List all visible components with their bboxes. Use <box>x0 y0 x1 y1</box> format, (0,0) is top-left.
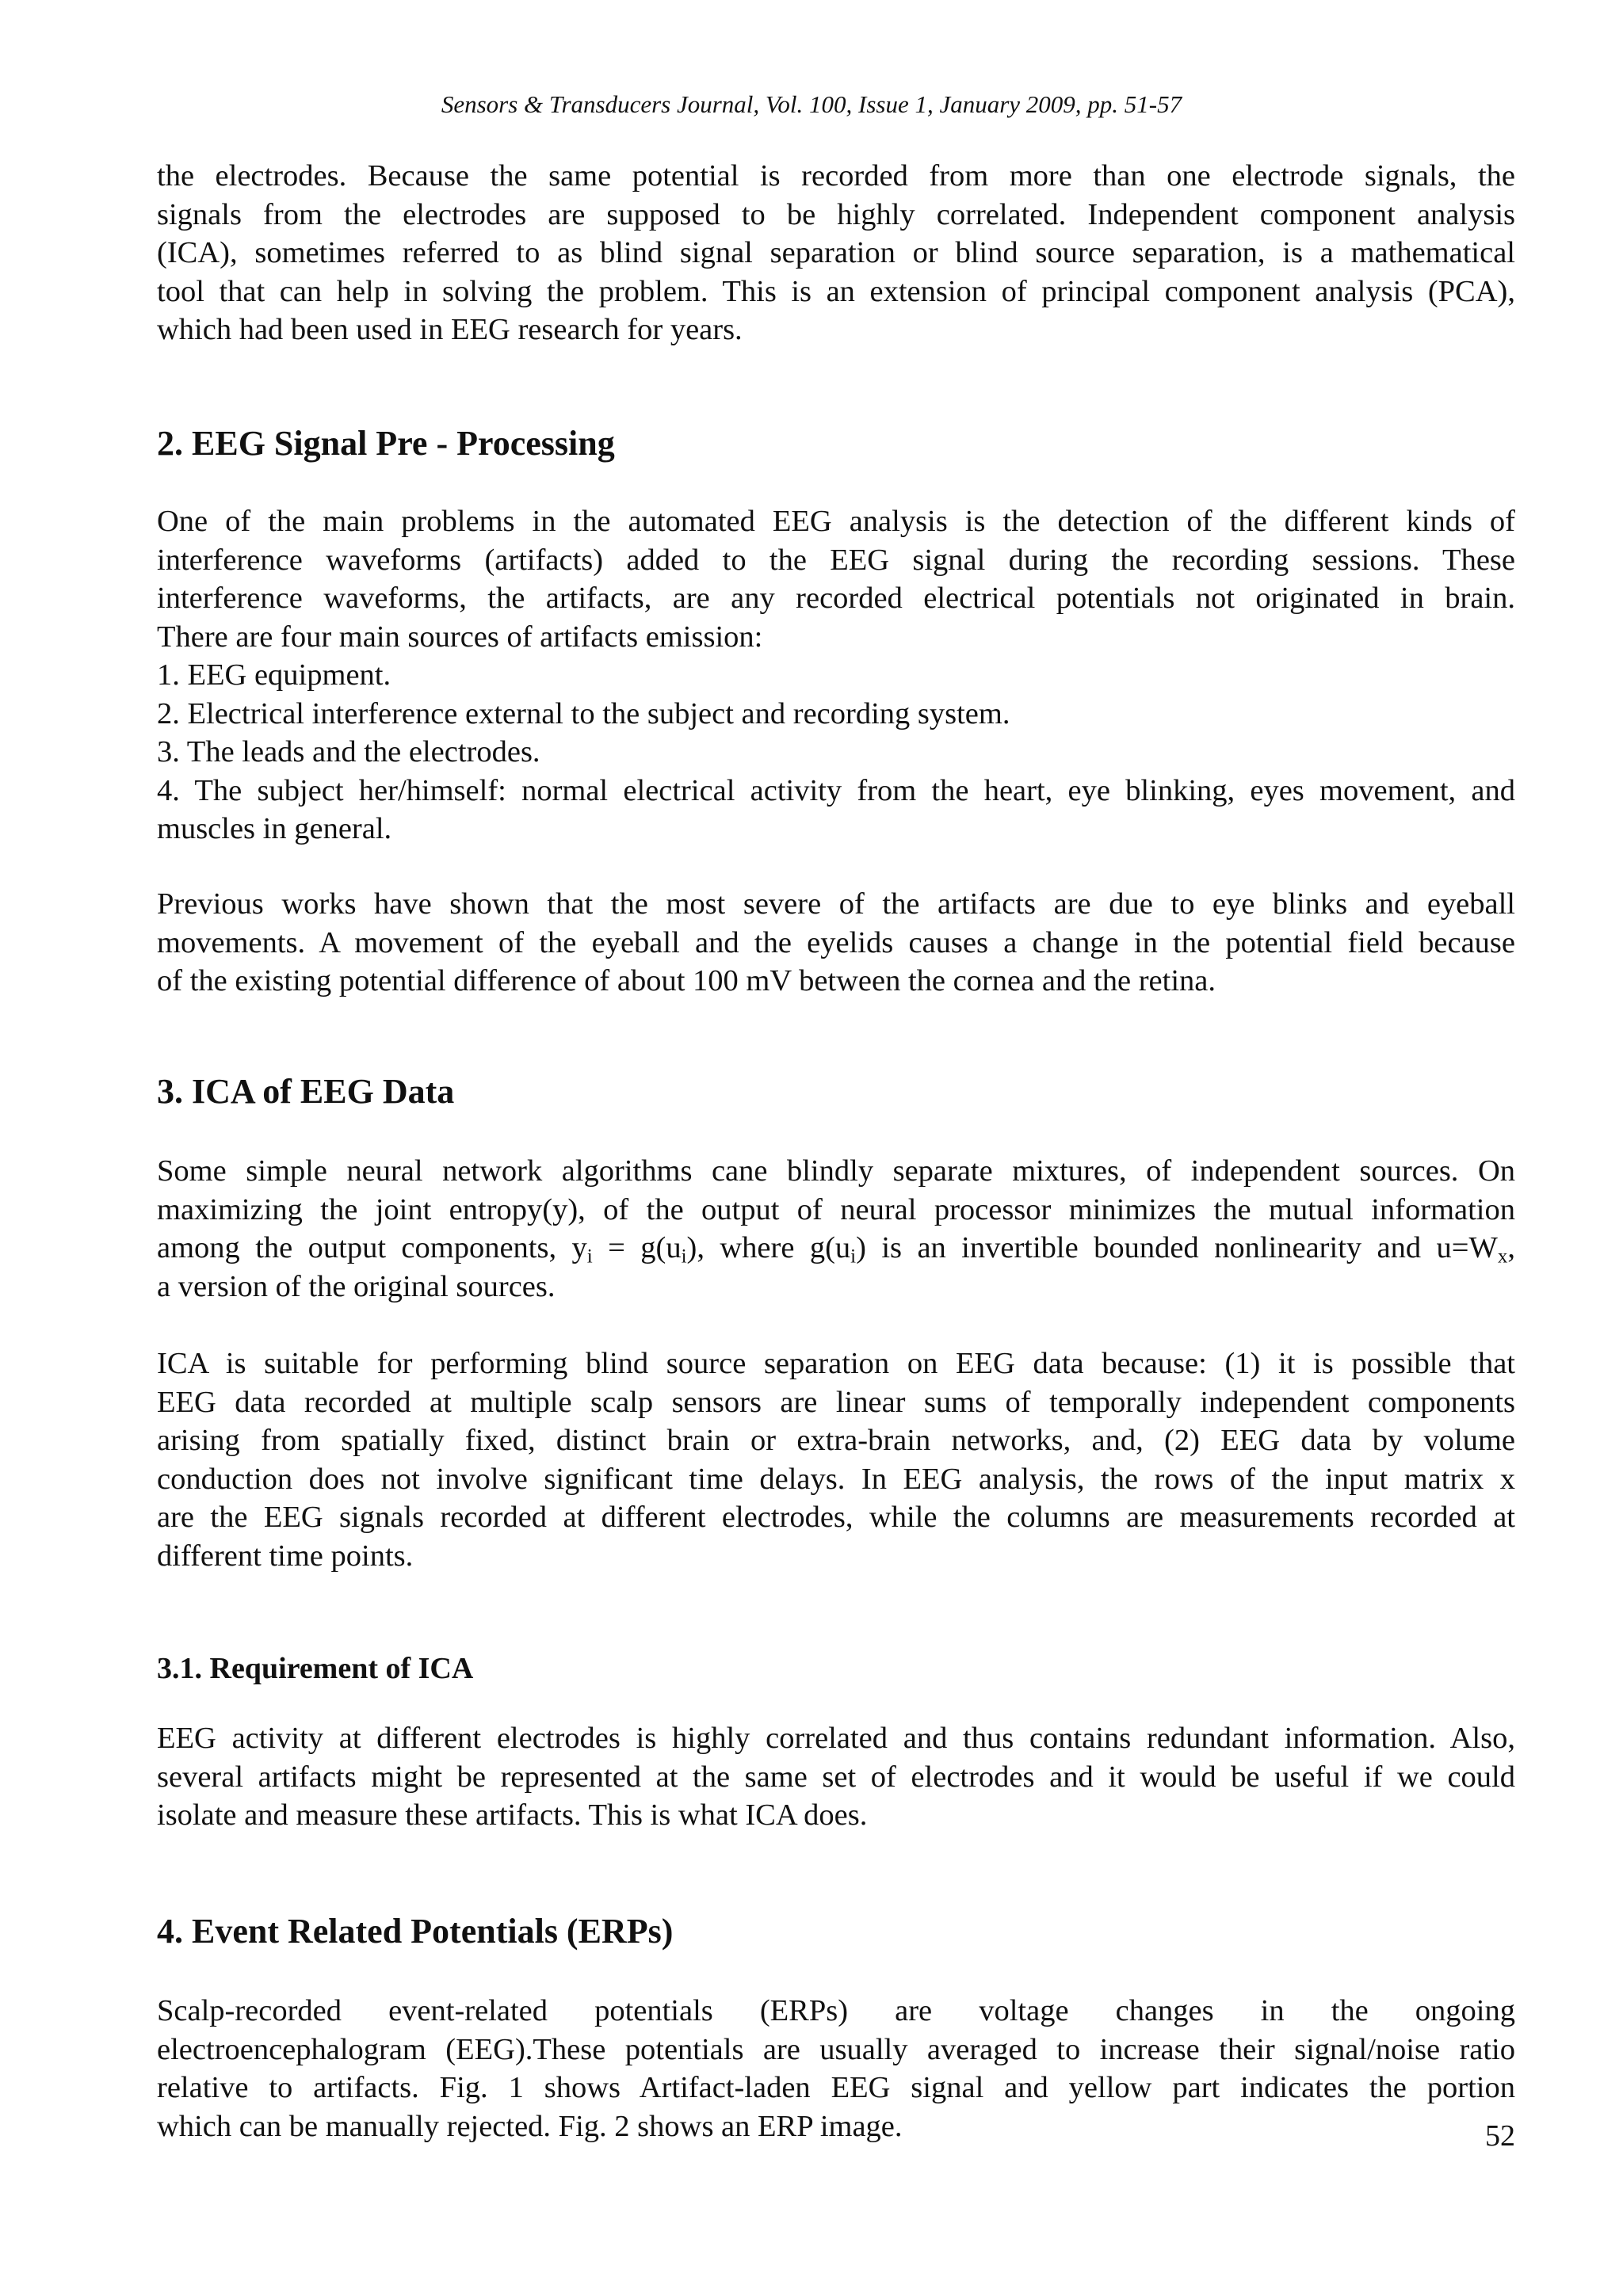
text-line: interference waveforms, the artifacts, are any recorded electrical potentials not originated in brain. <box>157 582 1515 616</box>
section-2-heading: 2. EEG Signal Pre - Processing <box>157 424 615 463</box>
journal-header: Sensors & Transducers Journal, Vol. 100, Issue 1, January 2009, pp. 51-57 <box>441 90 1182 118</box>
text-line: the electrodes. Because the same potential is recorded from more than one electrode signals, the <box>157 159 1515 193</box>
text-line: tool that can help in solving the problem. This is an extension of principal component analysis (PCA), <box>157 274 1515 308</box>
text-line: which can be manually rejected. Fig. 2 shows an ERP image. <box>157 2109 903 2143</box>
section-2-paragraph-1 <box>157 502 1515 656</box>
text-line: EEG data recorded at multiple scalp sensors are linear sums of temporally independent components <box>157 1385 1515 1419</box>
list-item: 1. EEG equipment. <box>157 658 391 692</box>
text-run: among the output components, y <box>157 1231 587 1265</box>
text-line: arising from spatially fixed, distinct brain or extra-brain networks, and, (2) EEG data by volume <box>157 1424 1515 1458</box>
text-run: ) is an invertible bounded nonlinearity and u=W <box>856 1231 1498 1265</box>
section-2-paragraph-2 <box>157 885 1515 1001</box>
text-line: different time points. <box>157 1539 414 1573</box>
text-line: which had been used in EEG research for years. <box>157 313 743 347</box>
text-line: (ICA), sometimes referred to as blind signal separation or blind source separation, is a mathematical <box>157 236 1515 270</box>
section-3-paragraph-2 <box>157 1344 1515 1576</box>
text-line-with-subscripts <box>157 1229 1515 1268</box>
text-line: several artifacts might be represented at the same set of electrodes and it would be useful if we could <box>157 1760 1515 1794</box>
subscript: i <box>586 1245 593 1268</box>
text-line: isolate and measure these artifacts. This is what ICA does. <box>157 1798 868 1833</box>
section-3-1-paragraph <box>157 1719 1515 1835</box>
page-number: 52 <box>1485 2119 1515 2153</box>
text-line: interference waveforms (artifacts) added to the EEG signal during the recording sessions. These <box>157 543 1515 577</box>
subscript: x <box>1497 1245 1508 1268</box>
text-line: movements. A movement of the eyeball and the eyelids causes a change in the potential field because <box>157 925 1515 959</box>
section-3-1-heading: 3.1. Requirement of ICA <box>157 1652 474 1685</box>
text-line: EEG activity at different electrodes is highly correlated and thus contains redundant information. Also, <box>157 1722 1515 1755</box>
list-item: 4. The subject her/himself: normal electrical activity from the heart, eye blinking, eyes movement, and <box>157 773 1515 807</box>
text-run: = g(u <box>592 1231 682 1265</box>
text-line: relative to artifacts. Fig. 1 shows Artifact-laden EEG signal and yellow part indicates the portion <box>157 2071 1515 2105</box>
section-4-paragraph <box>157 1992 1515 2145</box>
text-line: are the EEG signals recorded at different electrodes, while the columns are measurements recorded at <box>157 1501 1515 1535</box>
text-line: conduction does not involve significant time delays. In EEG analysis, the rows of the input matrix x <box>157 1462 1515 1496</box>
artifact-sources-list <box>157 656 1515 849</box>
section-4-heading: 4. Event Related Potentials (ERPs) <box>157 1912 674 1951</box>
text-line: ICA is suitable for performing blind source separation on EEG data because: (1) it is possible that <box>157 1347 1515 1380</box>
text-line: signals from the electrodes are supposed to be highly correlated. Independent component analysis <box>157 197 1515 231</box>
list-item: 2. Electrical interference external to the subject and recording system. <box>157 696 1010 730</box>
text-line: of the existing potential difference of about 100 mV between the cornea and the retina. <box>157 964 1216 998</box>
text-line: Previous works have shown that the most severe of the artifacts are due to eye blinks and eyeball <box>157 887 1515 921</box>
text-line: There are four main sources of artifacts emission: <box>157 620 763 654</box>
list-item: 3. The leads and the electrodes. <box>157 735 540 769</box>
text-run: , <box>1507 1231 1515 1265</box>
section-3-heading: 3. ICA of EEG Data <box>157 1072 455 1111</box>
text-line: One of the main problems in the automated EEG analysis is the detection of the different kinds of <box>157 505 1515 538</box>
intro-paragraph <box>157 157 1515 349</box>
text-run: ), where g(u <box>686 1231 851 1265</box>
list-item-continuation: muscles in general. <box>157 812 392 846</box>
subscript: i <box>681 1245 687 1268</box>
text-line: electroencephalogram (EEG).These potentials are usually averaged to increase their signal/noise ratio <box>157 2032 1515 2066</box>
text-line: Scalp-recorded event-related potentials (ERPs) are voltage changes in the ongoing <box>157 1994 1515 2027</box>
section-3-paragraph-1 <box>157 1152 1515 1306</box>
text-line: Some simple neural network algorithms cane blindly separate mixtures, of independent sources. On <box>157 1154 1515 1188</box>
text-line: a version of the original sources. <box>157 1269 556 1303</box>
subscript: i <box>850 1245 857 1268</box>
text-line: maximizing the joint entropy(y), of the output of neural processor minimizes the mutual information <box>157 1192 1515 1226</box>
